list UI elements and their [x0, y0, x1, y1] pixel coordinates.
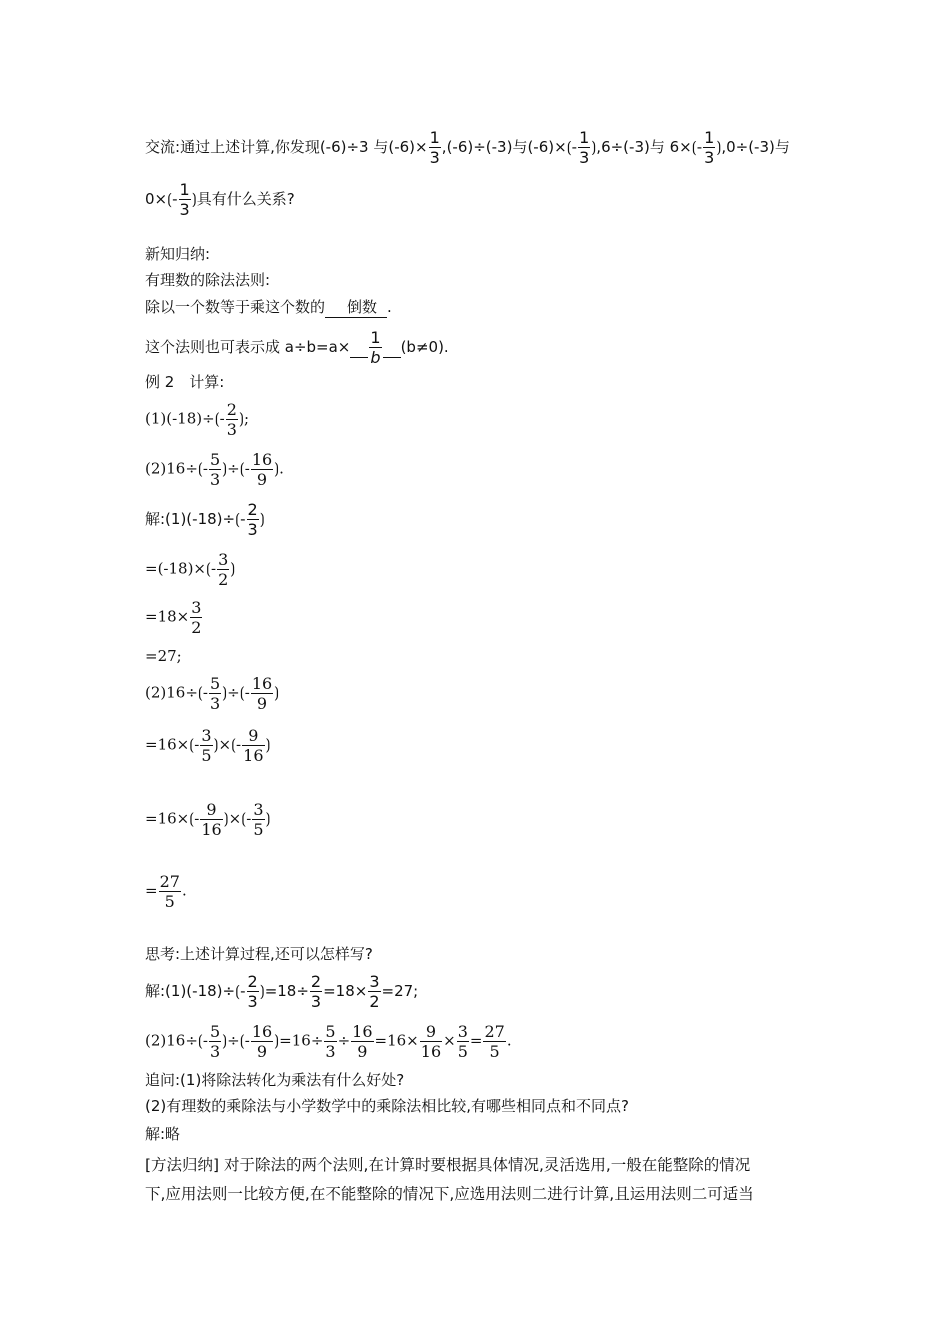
- fraction: $\frac{3}{2}$: [218, 550, 229, 589]
- solution-1-step-1: 解:(1)(-18)÷⟮- $\frac{2}{3}$ ⟯: [145, 500, 265, 539]
- rule-blank: 倒数: [325, 297, 387, 318]
- fraction: $\frac{9}{16}$: [420, 1022, 442, 1061]
- fraction: $\frac{27}{5}$: [484, 1022, 505, 1061]
- rule-title: 有理数的除法法则:: [145, 271, 271, 289]
- fraction: $\frac{5}{3}$: [209, 450, 221, 489]
- fraction: $\frac{5}{3}$: [209, 1022, 221, 1061]
- fraction: $\frac{1}{3}$: [429, 128, 440, 167]
- method-summary-line-2: 下,应用法则一比较方便,在不能整除的情况下,应选用法则二进行计算,且运用法则二可适当: [145, 1185, 754, 1203]
- example-title: 例 2 计算:: [145, 373, 225, 391]
- fraction: $\frac{16}{9}$: [251, 1022, 273, 1061]
- fraction: $\frac{9}{16}$: [201, 800, 222, 839]
- fraction: $\frac{2}{3}$: [247, 972, 258, 1011]
- fraction: $\frac{3}{5}$: [253, 800, 264, 839]
- formula-line: 这个法则也可表示成 a÷b=a× $\frac{1}{b}$ (b≠0).: [145, 328, 449, 367]
- fraction: $\frac{9}{16}$: [243, 726, 264, 765]
- question-2: (2)16÷⟮- $\frac{5}{3}$ ⟯÷⟮- $\frac{16}{9}$ ⟯.: [145, 450, 284, 489]
- fraction: $\frac{5}{3}$: [209, 674, 221, 713]
- solution-1-result: =27;: [145, 647, 182, 665]
- fraction: $\frac{1}{3}$: [179, 180, 190, 219]
- fraction: $\frac{2}{3}$: [226, 400, 237, 439]
- fraction: $\frac{2}{3}$: [310, 972, 322, 1011]
- fraction: $\frac{1}{3}$: [704, 128, 715, 167]
- fraction: $\frac{1}{b}$: [370, 328, 381, 367]
- solution-1-step-2: =(-18)×⟮- $\frac{3}{2}$ ⟯: [145, 550, 236, 589]
- think-answer-1: 解:(1)(-18)÷⟮- $\frac{2}{3}$ ⟯=18÷ $\frac{2}{3}$ =18× $\frac{3}{2}$ =27;: [145, 972, 419, 1011]
- solution-2-step-3: =16×⟮- $\frac{9}{16}$ ⟯×⟮- $\frac{3}{5}$ ⟯: [145, 800, 271, 839]
- followup-question-2: (2)有理数的乘除法与小学数学中的乘除法相比较,有哪些相同点和不同点?: [145, 1097, 629, 1115]
- fraction: $\frac{1}{3}$: [579, 128, 590, 167]
- fraction: $\frac{16}{9}$: [251, 674, 273, 713]
- fraction: $\frac{16}{9}$: [352, 1022, 373, 1061]
- fraction: $\frac{5}{3}$: [325, 1022, 336, 1061]
- fraction: $\frac{27}{5}$: [159, 872, 180, 911]
- exchange-label: 交流:: [145, 138, 181, 156]
- exchange-line-2: 0×⟮- $\frac{1}{3}$ ⟯具有什么关系?: [145, 180, 295, 219]
- followup-answer: 解:略: [145, 1125, 181, 1143]
- fraction: $\frac{3}{2}$: [369, 972, 380, 1011]
- solution-1-step-3: =18× $\frac{3}{2}$: [145, 598, 202, 637]
- fraction: $\frac{3}{2}$: [191, 598, 202, 637]
- fraction: $\frac{16}{9}$: [251, 450, 273, 489]
- fraction: $\frac{3}{5}$: [457, 1022, 468, 1061]
- method-summary-line-1: [方法归纳] 对于除法的两个法则,在计算时要根据具体情况,灵活选用,一般在能整除的情况: [145, 1156, 751, 1174]
- followup-question-1: 追问:(1)将除法转化为乘法有什么好处?: [145, 1071, 405, 1089]
- solution-2-result: = $\frac{27}{5}$ .: [145, 872, 187, 911]
- summary-title: 新知归纳:: [145, 245, 211, 263]
- think-answer-2: (2)16÷⟮- $\frac{5}{3}$ ⟯÷⟮- $\frac{16}{9}$ ⟯=16÷ $\frac{5}{3}$ ÷ $\frac{16}{9}$ =16× $\frac{9}{16}$ × $\frac{3}{5}$ = $\frac{27}{5}$ .: [145, 1022, 512, 1061]
- rule-text: 除以一个数等于乘这个数的 倒数 .: [145, 298, 392, 316]
- question-1: (1)(-18)÷⟮- $\frac{2}{3}$ ⟯;: [145, 400, 250, 439]
- solution-2-step-1: (2)16÷⟮- $\frac{5}{3}$ ⟯÷⟮- $\frac{16}{9}$ ⟯: [145, 674, 280, 713]
- fraction: $\frac{3}{5}$: [201, 726, 212, 765]
- exchange-text: 通过上述计算,你发现(-6)÷3 与(-6)×: [180, 138, 428, 156]
- exchange-line-1: 交流:通过上述计算,你发现(-6)÷3 与(-6)× $\frac{1}{3}$ ,(-6)÷(-3)与(-6)×⟮- $\frac{1}{3}$ ⟯,6÷(-3)与 6×⟮- $\frac{1}{3}$ ⟯,0÷(-3)与: [145, 128, 790, 167]
- solution-2-step-2: =16×⟮- $\frac{3}{5}$ ⟯×⟮- $\frac{9}{16}$ ⟯: [145, 726, 271, 765]
- fraction: $\frac{2}{3}$: [247, 500, 258, 539]
- think-title: 思考:上述计算过程,还可以怎样写?: [145, 945, 373, 963]
